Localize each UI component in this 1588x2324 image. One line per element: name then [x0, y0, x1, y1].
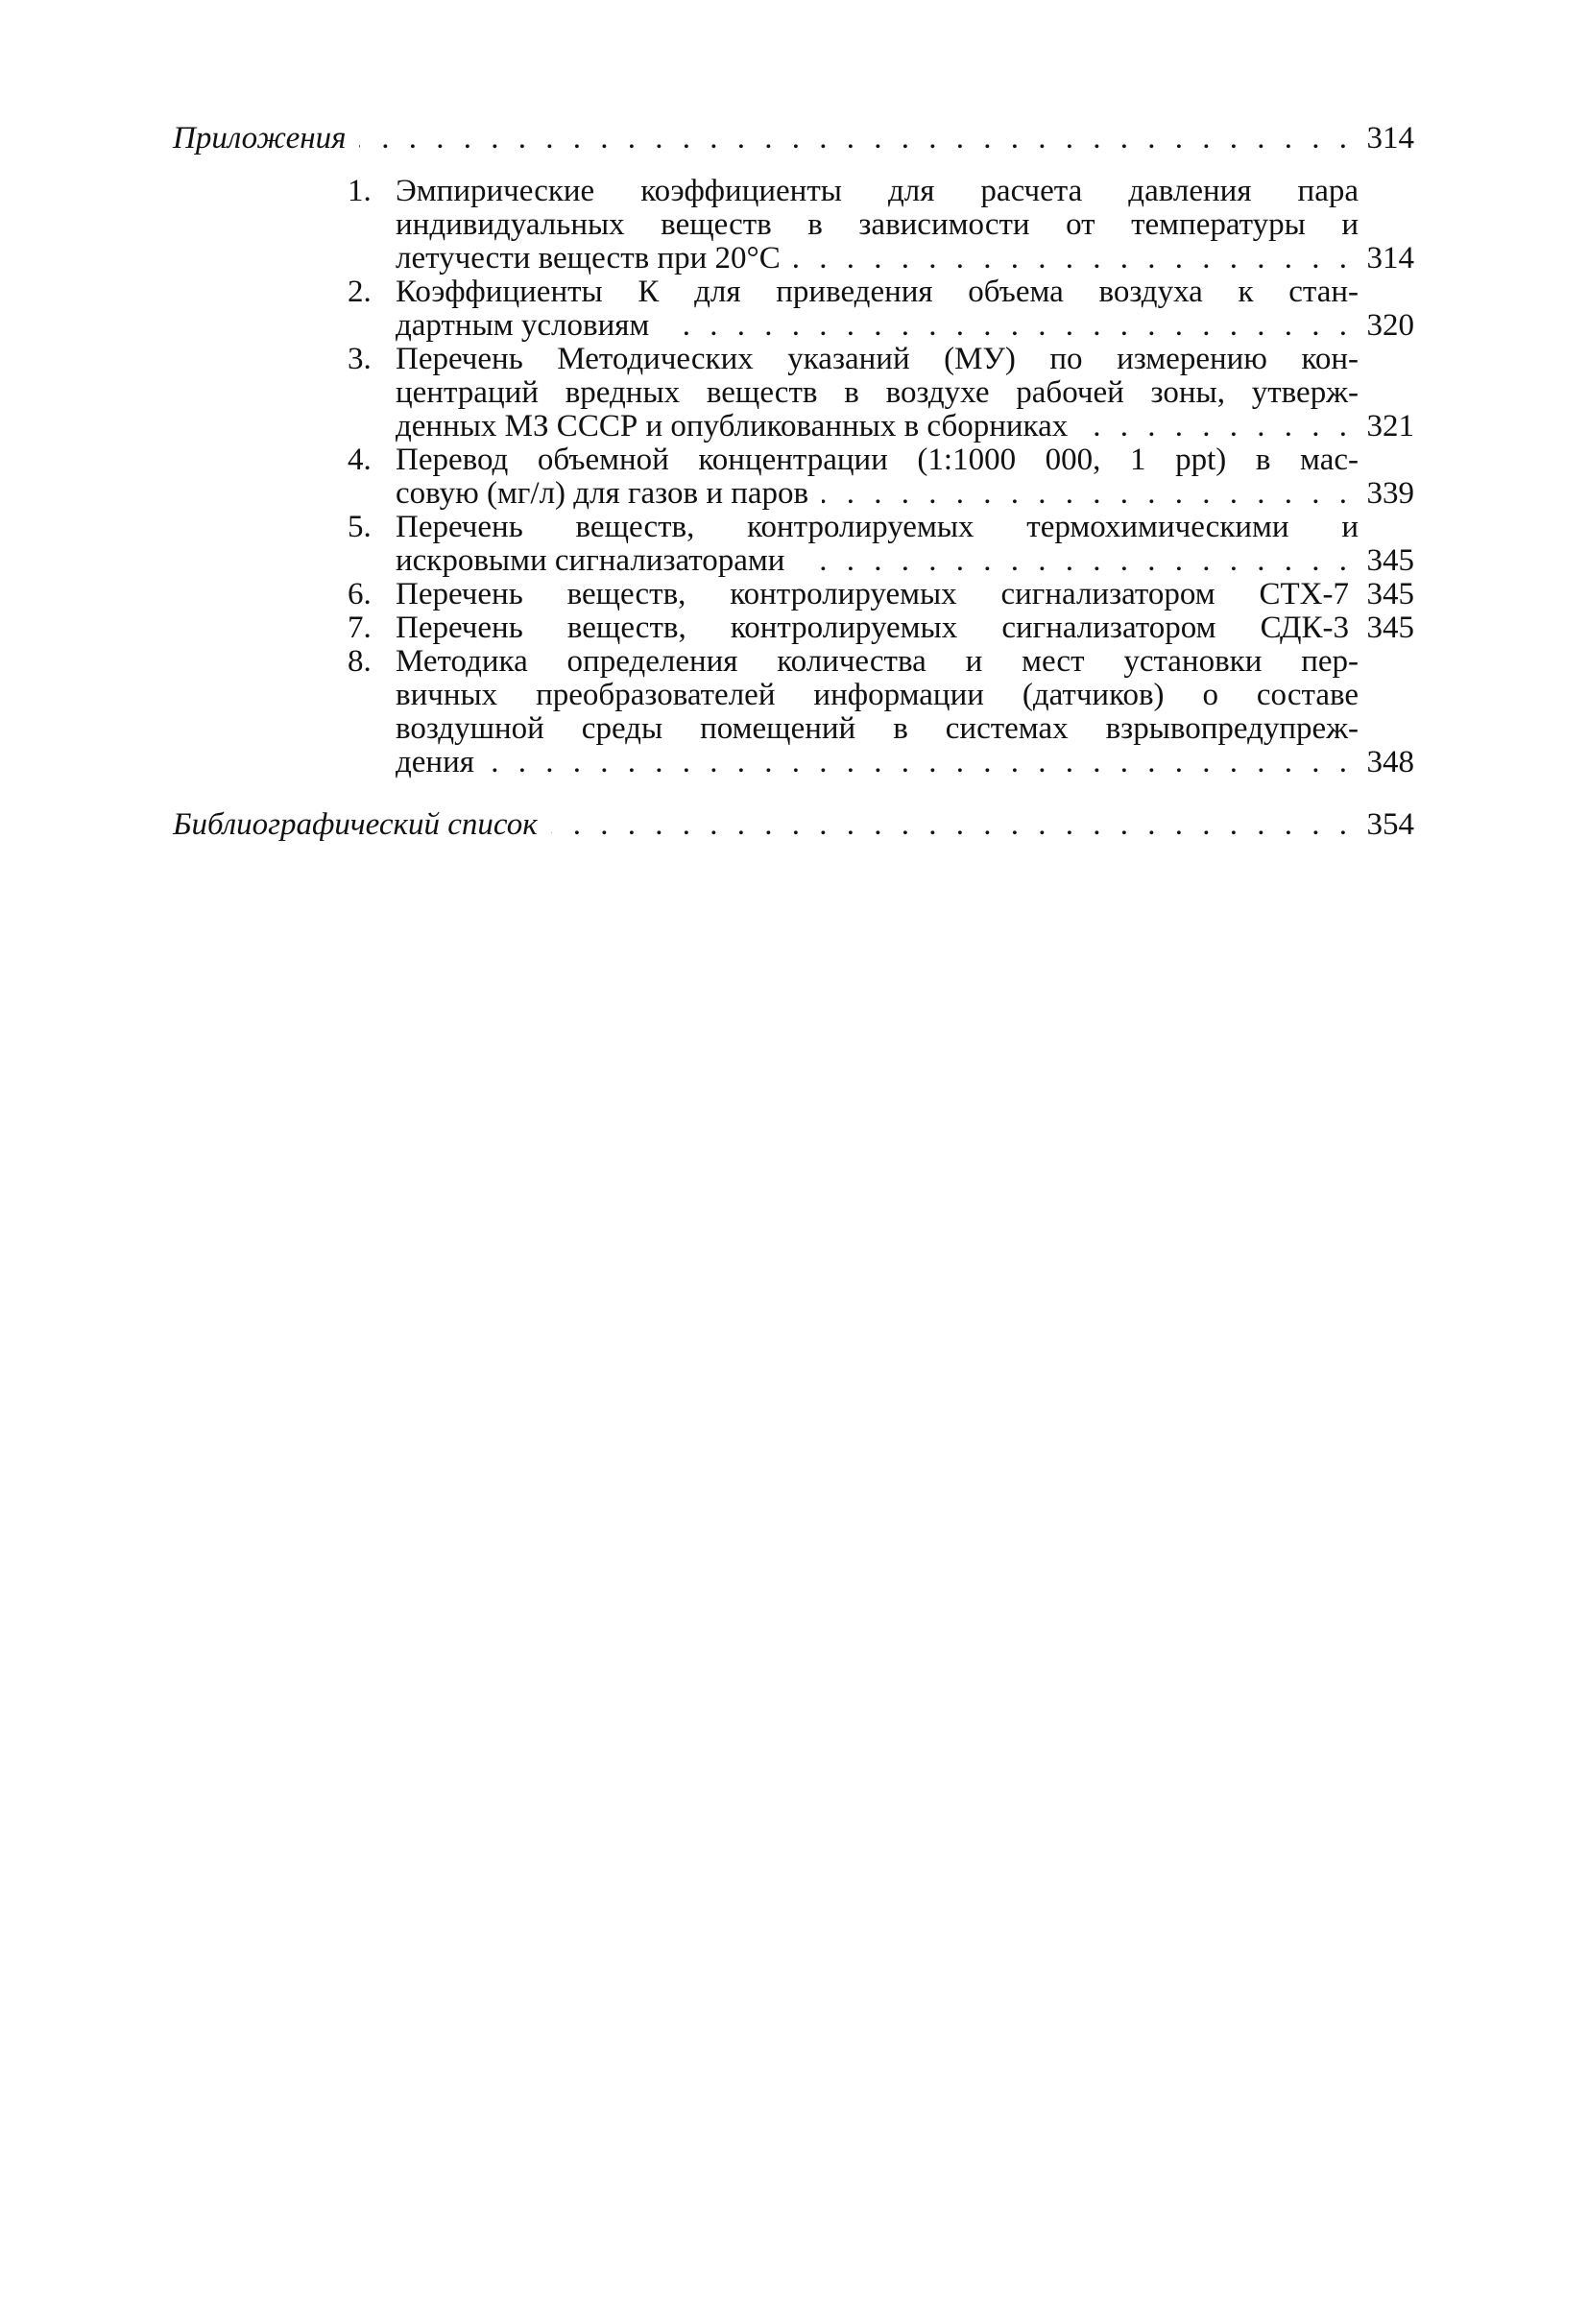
- appendices-title: Приложения: [173, 121, 347, 156]
- item-number: 5.: [348, 510, 372, 544]
- leader-dots: [662, 309, 1353, 343]
- bibliography-title: Библиографический список: [173, 807, 538, 842]
- page-number: 339: [1366, 476, 1414, 511]
- item-line: денных МЗ СССР и опубликованных в сборниках: [396, 409, 1069, 443]
- leader-dots: [359, 122, 1353, 156]
- item-number: 8.: [348, 644, 372, 679]
- toc-item-2[interactable]: [348, 276, 1414, 343]
- page-number: 314: [1366, 241, 1414, 276]
- leader-dots: [488, 746, 1353, 779]
- toc-item-8[interactable]: [348, 645, 1414, 779]
- toc-item-3[interactable]: [348, 343, 1414, 443]
- item-line: центраций вредных веществ в воздухе рабочей зоны, утверж-: [396, 375, 1359, 410]
- item-line: летучести веществ при 20°C: [396, 241, 781, 276]
- item-line: вичных преобразователей информации (датчиков) о составе: [396, 678, 1359, 712]
- item-number: 7.: [348, 611, 372, 645]
- item-number: 1.: [348, 174, 372, 208]
- toc-entry-bibliography[interactable]: [173, 808, 1414, 842]
- leader-dots: [1081, 410, 1353, 443]
- item-line: искровыми сигнализаторами: [396, 543, 785, 578]
- page-number: 321: [1366, 409, 1414, 443]
- leader-dots: [551, 808, 1353, 842]
- item-number: 6.: [348, 577, 372, 611]
- item-line: Перечень веществ, контролируемых сигнализатором СДК-3: [396, 611, 1349, 645]
- toc-item-1[interactable]: [348, 175, 1414, 276]
- toc-item-4[interactable]: [348, 443, 1414, 511]
- leader-dots: [794, 242, 1353, 276]
- item-line: Перечень Методических указаний (МУ) по измерению кон-: [396, 342, 1359, 376]
- item-line: воздушной среды помещений в системах взрывопредупреж-: [396, 711, 1359, 746]
- page-number: 354: [1366, 807, 1414, 842]
- leader-dots: [822, 477, 1353, 511]
- toc-item-7[interactable]: [348, 611, 1414, 645]
- toc-item-6[interactable]: [348, 578, 1414, 611]
- item-line: Перечень веществ, контролируемых сигнализатором СТХ-7: [396, 577, 1349, 611]
- item-number: 3.: [348, 342, 372, 376]
- item-line: дартным условиям: [396, 308, 650, 343]
- page-number: 345: [1366, 577, 1414, 611]
- page-number: 348: [1366, 745, 1414, 779]
- toc-item-5[interactable]: [348, 511, 1414, 578]
- page-number: 345: [1366, 611, 1414, 645]
- item-line: индивидуальных веществ в зависимости от температуры и: [396, 207, 1359, 242]
- item-line: Перечень веществ, контролируемых термохимическими и: [396, 510, 1359, 544]
- leader-dots: [798, 544, 1353, 578]
- page-number: 345: [1366, 543, 1414, 578]
- item-line: дения: [396, 745, 474, 779]
- item-line: Эмпирические коэффициенты для расчета давления пара: [396, 174, 1359, 208]
- item-line: Перевод объемной концентрации (1:1000 000, 1 ppt) в мас-: [396, 443, 1359, 477]
- item-number: 2.: [348, 275, 372, 309]
- page-number: 314: [1366, 121, 1414, 156]
- item-line: Коэффициенты К для приведения объема воздуха к стан-: [396, 275, 1359, 309]
- toc-entry-appendices[interactable]: [173, 122, 1414, 156]
- page-number: 320: [1366, 308, 1414, 343]
- item-line: совую (мг/л) для газов и паров: [396, 476, 809, 511]
- item-line: Методика определения количества и мест установки пер-: [396, 644, 1359, 679]
- item-number: 4.: [348, 443, 372, 477]
